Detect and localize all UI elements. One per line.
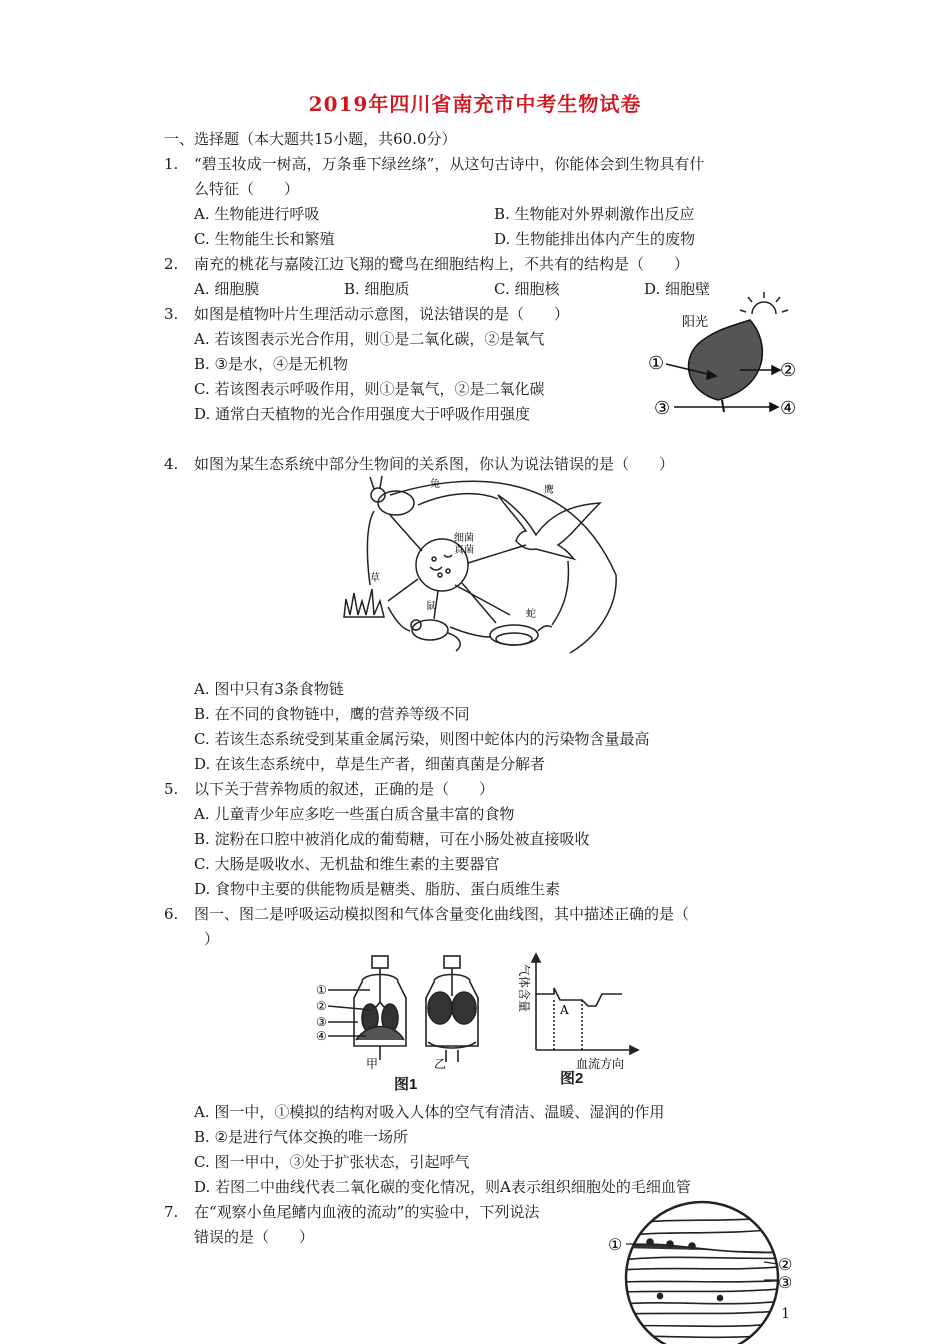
q2-num: 2. <box>164 255 179 273</box>
page-title: 2019年四川省南充市中考生物试卷 <box>308 92 642 116</box>
curve-point-a: A <box>560 1003 569 1017</box>
q6-num: 6. <box>164 905 179 923</box>
bell-jar-jia <box>354 956 406 1060</box>
jar-label-2: ② <box>316 999 327 1013</box>
jar-label-3: ③ <box>316 1015 327 1029</box>
q3-num: 3. <box>164 305 179 323</box>
page-number: 1 <box>781 1306 790 1322</box>
q4-option-a: A. 图中只有3条食物链 <box>194 680 344 698</box>
curve-x-label: 血流方向 <box>576 1057 625 1071</box>
respiration-diagram <box>314 950 644 1095</box>
figure-1-caption: 图1 <box>394 1076 418 1093</box>
q3-option-d: D. 通常白天植物的光合作用强度大于呼吸作用强度 <box>194 405 531 423</box>
q1-stem: “碧玉妆成一树高，万条垂下绿丝绦”，从这句古诗中，你能体会到生物具有什 <box>194 155 705 173</box>
label-fungi: 真菌 <box>454 545 474 556</box>
q1-stem-cont: 么特征（ ） <box>194 180 300 198</box>
q4-num: 4. <box>164 455 179 473</box>
q3-option-b: B. ③是水，④是无机物 <box>194 355 349 373</box>
rabbit-icon <box>370 476 414 515</box>
leaf-diagram <box>640 292 800 432</box>
curve-y-label: 气体含量 <box>517 964 531 1013</box>
fin-label-1: ① <box>608 1235 623 1254</box>
q5-num: 5. <box>164 780 179 798</box>
q5-option-b: B. 淀粉在口腔中被消化成的葡萄糖，可在小肠处被直接吸收 <box>194 830 590 848</box>
label-grass: 草 <box>370 573 380 584</box>
leaf-label-2: ② <box>780 360 797 381</box>
q4-option-b: B. 在不同的食物链中，鹰的营养等级不同 <box>194 705 470 723</box>
sunlight-label: 阳光 <box>682 315 709 330</box>
jar-label-yi: 乙 <box>434 1057 447 1071</box>
fin-label-2: ② <box>778 1255 793 1274</box>
leaf-label-1: ① <box>648 353 665 374</box>
label-eagle: 鹰 <box>544 485 554 496</box>
q1-option-d: D. 生物能排出体内产生的废物 <box>494 230 696 248</box>
leaf-label-4: ④ <box>780 398 797 419</box>
q1-option-c: C. 生物能生长和繁殖 <box>194 230 335 248</box>
q6-option-c: C. 图一甲中，③处于扩张状态，引起呼气 <box>194 1153 470 1171</box>
q5-option-a: A. 儿童青少年应多吃一些蛋白质含量丰富的食物 <box>194 805 515 823</box>
label-snake: 蛇 <box>526 609 536 620</box>
label-bacteria: 细菌 <box>454 533 474 544</box>
leaf-stem <box>722 400 724 412</box>
q6-option-d: D. 若图二中曲线代表二氧化碳的变化情况，则A表示组织细胞处的毛细血管 <box>194 1178 691 1196</box>
mouse-icon <box>411 620 460 651</box>
q5-stem: 以下关于营养物质的叙述，正确的是（ ） <box>194 780 495 798</box>
q7-stem-cont: 错误的是（ ） <box>194 1228 315 1246</box>
q4-option-c: C. 若该生态系统受到某重金属污染，则图中蛇体内的污染物含量最高 <box>194 730 650 748</box>
q6-option-a: A. 图一中，①模拟的结构对吸入人体的空气有清洁、温暖、湿润的作用 <box>194 1103 665 1121</box>
q4-option-d: D. 在该生态系统中，草是生产者，细菌真菌是分解者 <box>194 755 546 773</box>
section-heading: 一、选择题（本大题共15小题，共60.0分） <box>164 130 457 148</box>
fin-label-3: ③ <box>778 1273 793 1292</box>
q5-option-c: C. 大肠是吸收水、无机盐和维生素的主要器官 <box>194 855 500 873</box>
sun-icon <box>740 292 788 314</box>
q6-stem: 图一、图二是呼吸运动模拟图和气体含量变化曲线图，其中描述正确的是（ <box>194 905 690 923</box>
q2-option-a: A. 细胞膜 <box>194 280 260 298</box>
q3-stem: 如图是植物叶片生理活动示意图，说法错误的是（ ） <box>194 305 570 323</box>
q2-stem: 南充的桃花与嘉陵江边飞翔的鹭鸟在细胞结构上，不共有的结构是（ ） <box>194 255 690 273</box>
snake-icon <box>490 625 552 645</box>
jar-label-1: ① <box>316 983 327 997</box>
gas-curve-chart <box>532 954 638 1054</box>
q7-stem: 在“观察小鱼尾鳍内血液的流动”的实验中，下列说法 <box>194 1203 540 1221</box>
q6-option-b: B. ②是进行气体交换的唯一场所 <box>194 1128 409 1146</box>
q2-option-c: C. 细胞核 <box>494 280 560 298</box>
fish-fin-diagram <box>600 1196 800 1344</box>
q7-num: 7. <box>164 1203 179 1221</box>
label-rabbit: 兔 <box>430 479 440 490</box>
food-web-diagram <box>330 475 620 670</box>
leaf-shape <box>688 320 762 400</box>
q5-option-d: D. 食物中主要的供能物质是糖类、脂肪、蛋白质维生素 <box>194 880 561 898</box>
q4-stem: 如图为某生态系统中部分生物间的关系图，你认为说法错误的是（ ） <box>194 455 675 473</box>
figure-2-caption: 图2 <box>560 1070 584 1087</box>
jar-label-4: ④ <box>316 1029 327 1043</box>
label-mouse: 鼠 <box>426 601 436 612</box>
q2-option-d: D. 细胞壁 <box>644 280 711 298</box>
q1-option-b: B. 生物能对外界刺激作出反应 <box>494 205 695 223</box>
jar-label-jia: 甲 <box>366 1057 379 1071</box>
q6-stem-cont: ） <box>204 930 220 948</box>
bell-jar-yi <box>426 956 478 1062</box>
q2-option-b: B. 细胞质 <box>344 280 410 298</box>
food-web-arrows <box>367 481 616 653</box>
q1-num: 1. <box>164 155 179 173</box>
leaf-label-3: ③ <box>654 398 671 419</box>
q1-option-a: A. 生物能进行呼吸 <box>194 205 320 223</box>
q3-option-c: C. 若该图表示呼吸作用，则①是氧气，②是二氧化碳 <box>194 380 545 398</box>
q3-option-a: A. 若该图表示光合作用，则①是二氧化碳，②是氧气 <box>194 330 545 348</box>
microscope-field <box>626 1202 778 1344</box>
grass-icon <box>344 589 384 617</box>
